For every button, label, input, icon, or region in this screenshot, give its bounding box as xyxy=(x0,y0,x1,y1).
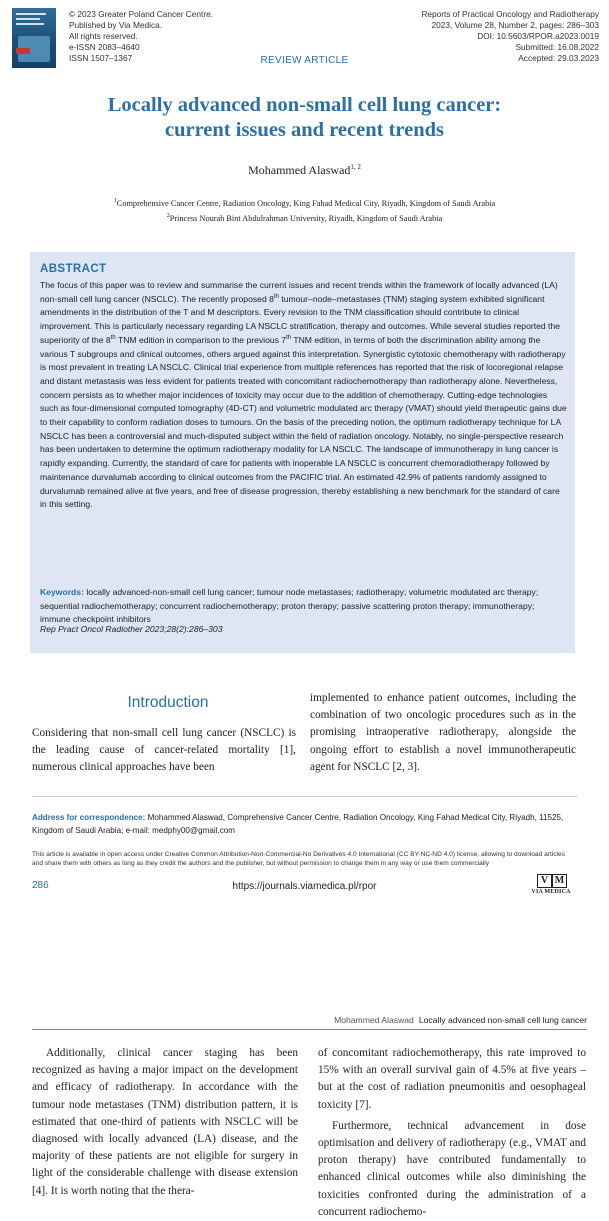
author-affil-sup: 1, 2 xyxy=(350,163,361,171)
article-type-label: REVIEW ARTICLE xyxy=(260,55,349,66)
correspondence-address xyxy=(32,812,577,837)
via-medica-logo xyxy=(527,874,575,898)
page2-column-1 xyxy=(32,1045,298,1200)
abstract-heading: ABSTRACT xyxy=(40,263,107,275)
journal-url[interactable]: https://journals.viamedica.pl/rpor xyxy=(232,881,377,892)
footnote-divider xyxy=(32,796,577,797)
page2-col2-paragraph-1: of concomitant radiochemotherapy, this rate improved to 15% with an overall survival gain of 4.5% at five years – but at the cost of radiation pneumonitis and oesophageal toxicity [7]. xyxy=(318,1047,586,1111)
running-author: Mohammed Alaswad xyxy=(334,1015,414,1025)
correspondence-text: Mohammed Alaswad, Comprehensive Cancer Centre, Radiation Oncology, King Fahad Medical City, Riyadh, 11525, Kingdom of Saudi Arabia; e-mail: medphy00@gmail.com xyxy=(32,813,564,835)
volume-line: 2023, Volume 28, Number 2, pages: 286–303 xyxy=(431,20,599,30)
publisher-line: Published by Via Medica. xyxy=(69,20,163,30)
logo-v-box: V xyxy=(537,874,552,888)
abstract-box xyxy=(30,252,575,653)
keywords-label: Keywords: xyxy=(40,587,84,597)
eissn-line: e-ISSN 2083–4640 xyxy=(69,42,140,52)
journal-name: Reports of Practical Oncology and Radiotherapy xyxy=(421,9,599,19)
keywords xyxy=(40,586,567,627)
affiliation-1: $^1$Comprehensive Cancer Centre, Radiation Oncology, King Fahad Medical City, Riyadh, Kingdom of Saudi Arabia xyxy=(113,198,496,208)
accepted-line: Accepted: 29.03.2023 xyxy=(518,53,599,63)
running-header-rule xyxy=(32,1029,587,1030)
citation: Rep Pract Oncol Radiother 2023;28(2):286–303 xyxy=(40,624,223,634)
rights-line: All rights reserved. xyxy=(69,31,138,41)
running-title: Locally advanced non-small cell lung cancer xyxy=(418,1015,587,1025)
logo-text: VIA MEDICA xyxy=(531,889,571,895)
author-line xyxy=(0,163,609,178)
title-line-1: Locally advanced non-small cell lung cancer: xyxy=(107,94,502,116)
intro-column-2: implemented to enhance patient outcomes, including the combination of two oncologic procedures such as in the promising intraoperative radiotherapy, alongside the ongoing effort to establish a novel immunotherapeutic agent for NSCLC [2, 3]. xyxy=(310,692,576,773)
affiliation-2: $^2$Princess Nourah Bint Abdulrahman University, Riyadh, Kingdom of Saudi Arabia xyxy=(166,212,443,223)
page2-column-2 xyxy=(318,1045,586,1221)
page-gap xyxy=(0,898,609,980)
keywords-list: locally advanced-non-small cell lung cancer; tumour node metastases; radiotherapy; volumetric modulated arc therapy; sequential radiochemotherapy; concurrent radiochemotherapy; proton therapy; passive scattering proton therapy; immunotherapy; immune checkpoint inhibitors xyxy=(40,587,539,625)
issn-line: ISSN 1507–1367 xyxy=(69,53,133,63)
article-title xyxy=(0,93,609,143)
intro-column-1: Considering that non-small cell lung cancer (NSCLC) is the leading cause of cancer-related mortality [1], numerous clinical approaches have been xyxy=(32,727,296,774)
open-access-notice: This article is available in open access under Creative Common Attribution-Non-Commercial-No Derivatives 4.0 International (CC BY-NC-ND 4.0) license, allowing to download articles and share them with others as long as they credit the authors and the publisher, but without permission to change them in any way or use them commercially xyxy=(32,851,565,868)
title-line-2: current issues and recent trends xyxy=(164,119,445,141)
abstract-text: The focus of this paper was to review and summarise the current issues and recent trends within the framework of locally advanced (LA) non-small cell lung cancer (NSCLC). The recently proposed 8th tumour–node–metastases (TNM) staging system exhibited significant amendments in the distribution of the T and M descriptors. Every revision to the TNM classification should contribute to clinical improvement. This is particularly necessary regarding LA NSCLC stratification, therapy and outcomes. While several studies reported the superiority of the 8th TNM edition in comparison to the previous 7th TNM edition, in terms of both the discrimination ability among the various T subgroups and clinical outcomes, others argued against this interpretation. Synergistic cytotoxic chemotherapy with radiotherapy is most prevalent in treating LA NSCLC. Clinical trial experience from multiple references has reported that the risk of locoregional relapse and distant metastasis was less evident for patients treated with concomitant radiochemotherapy than radiotherapy alone. Nevertheless, concern persists as to whether major incidences of toxicity may occur due to the addition of chemotherapy. Cutting-edge technologies such as four-dimensional computed tomography (4D-CT) and volumetric modulated arc therapy (VMAT) should yield therapeutic gains due to their capability to conform radiation doses to tumours. On the basis of the preceding notion, the optimum radiotherapy technique for LA NSCLC has been a controversial and much-disputed subject within the field of radiation oncology. Notably, no single-perspective research has been undertaken to determine the optimum radiotherapy modality for LA NSCLC. The landscape of immunotherapy in lung cancer is rapidly expanding. Currently, the standard of care for patients with inoperable LA NSCLC is concurrent chemoradiotherapy followed by maintenance durvalumab according to clinical outcomes from the PACIFIC trial. An estimated 42.9% of patients randomly assigned to durvalumab remained alive at five years, and free of disease progression, thereby establishing a new benchmark for the standard of care in this setting. xyxy=(40,280,567,510)
correspondence-label: Address for correspondence: xyxy=(32,813,146,822)
logo-m-box: M xyxy=(552,874,567,888)
submitted-line: Submitted: 16.08.2022 xyxy=(515,42,599,52)
doi-line: DOI: 10.5603/RPOR.a2023.0019 xyxy=(477,31,599,41)
page2-col1-paragraph: Additionally, clinical cancer staging has been recognized as having a major impact on the development and efficacy of radiotherapy. In accordance with the tumour node metastases (TNM) distribution pattern, it is estimated that one-third of patients with NSCLC will be diagnosed with locally advanced (LA) disease, and the majority of these patients are not eligible for surgery in light of the considerable challenge with disease extension [4]. It is worth noting that the thera- xyxy=(32,1047,298,1197)
copyright-line: © 2023 Greater Poland Cancer Centre. xyxy=(69,9,214,19)
author-name: Mohammed Alaswad xyxy=(248,163,351,177)
page2-col2-paragraph-2: Furthermore, technical advancement in dose optimisation and delivery of radiotherapy (e.g., VMAT and proton therapy) have contributed fundamentally to enhanced clinical outcomes while also diminishing the toxicities confronted during the administration of a concurrent radiochemo- xyxy=(318,1119,586,1218)
page-number: 286 xyxy=(32,880,49,891)
introduction-heading: Introduction xyxy=(127,694,209,711)
affiliations xyxy=(0,195,609,225)
running-header xyxy=(334,1015,587,1025)
